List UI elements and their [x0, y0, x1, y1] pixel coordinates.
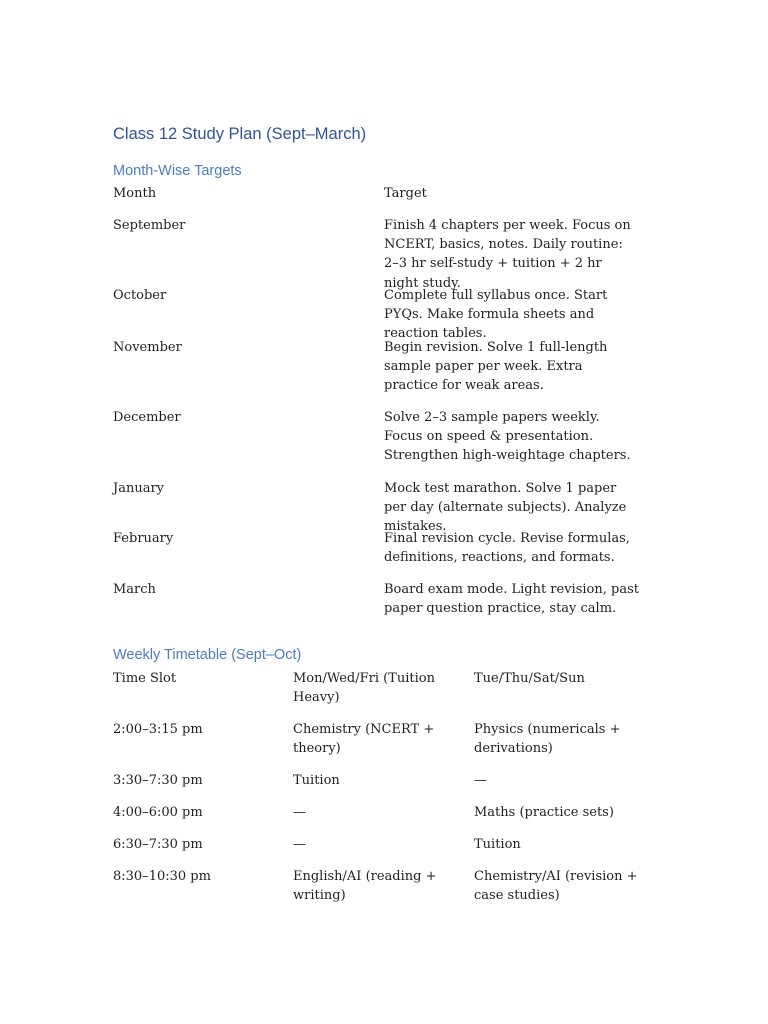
- table-row: [113, 803, 673, 835]
- column-header-target: Target: [384, 186, 427, 201]
- time-slot-cell: 2:00–3:15 pm: [113, 722, 203, 737]
- target-cell: Mock test marathon. Solve 1 paper per day (alternate subjects). Analyze mistakes.: [384, 481, 627, 535]
- table-header-row: [113, 669, 673, 720]
- week-section-heading: Weekly Timetable (Sept–Oct): [113, 647, 302, 663]
- table-row: [113, 338, 673, 408]
- time-slot-cell: 6:30–7:30 pm: [113, 837, 203, 852]
- table-row: [113, 529, 673, 580]
- month-cell: October: [113, 288, 167, 303]
- month-cell: January: [113, 481, 165, 496]
- column-header-month: Month: [113, 186, 157, 201]
- column-header-mon-wed-fri: Mon/Wed/Fri (Tuition Heavy): [293, 671, 435, 706]
- tts-cell: Physics (numericals + derivations): [474, 722, 621, 757]
- month-section-heading: Month-Wise Targets: [113, 163, 242, 179]
- column-header-tue-thu-sat-sun: Tue/Thu/Sat/Sun: [474, 671, 585, 686]
- time-slot-cell: 4:00–6:00 pm: [113, 805, 203, 820]
- column-header-time-slot: Time Slot: [113, 671, 177, 686]
- tts-cell: Maths (practice sets): [474, 805, 614, 820]
- target-cell: Complete full syllabus once. Start PYQs. Make formula sheets and reaction tables.: [384, 288, 608, 342]
- month-targets-table: [113, 184, 673, 620]
- table-row: [113, 720, 673, 771]
- time-slot-cell: 3:30–7:30 pm: [113, 773, 203, 788]
- weekly-timetable-table: [113, 669, 673, 907]
- mwf-cell: —: [293, 837, 306, 852]
- month-cell: December: [113, 410, 181, 425]
- table-row: [113, 216, 673, 291]
- table-row: [113, 580, 673, 620]
- table-row: [113, 479, 673, 535]
- target-cell: Solve 2–3 sample papers weekly. Focus on speed & presentation. Strengthen high-weightage chapters.: [384, 410, 631, 464]
- month-cell: September: [113, 218, 186, 233]
- document-title: Class 12 Study Plan (Sept–March): [113, 125, 367, 143]
- table-row: [113, 835, 673, 867]
- table-row: [113, 286, 673, 342]
- table-header-row: [113, 184, 673, 216]
- mwf-cell: Tuition: [293, 773, 340, 788]
- tts-cell: —: [474, 773, 487, 788]
- tts-cell: Chemistry/AI (revision + case studies): [474, 869, 638, 904]
- mwf-cell: —: [293, 805, 306, 820]
- month-cell: November: [113, 340, 182, 355]
- table-row: [113, 867, 673, 907]
- time-slot-cell: 8:30–10:30 pm: [113, 869, 211, 884]
- table-row: [113, 771, 673, 803]
- target-cell: Finish 4 chapters per week. Focus on NCERT, basics, notes. Daily routine: 2–3 hr self-study + tuition + 2 hr night study.: [384, 218, 631, 291]
- target-cell: Final revision cycle. Revise formulas, definitions, reactions, and formats.: [384, 531, 630, 566]
- target-cell: Begin revision. Solve 1 full-length sample paper per week. Extra practice for weak areas.: [384, 340, 608, 394]
- target-cell: Board exam mode. Light revision, past paper question practice, stay calm.: [384, 582, 639, 617]
- table-row: [113, 408, 673, 479]
- mwf-cell: English/AI (reading + writing): [293, 869, 437, 904]
- tts-cell: Tuition: [474, 837, 521, 852]
- mwf-cell: Chemistry (NCERT + theory): [293, 722, 435, 757]
- month-cell: March: [113, 582, 156, 597]
- month-cell: February: [113, 531, 174, 546]
